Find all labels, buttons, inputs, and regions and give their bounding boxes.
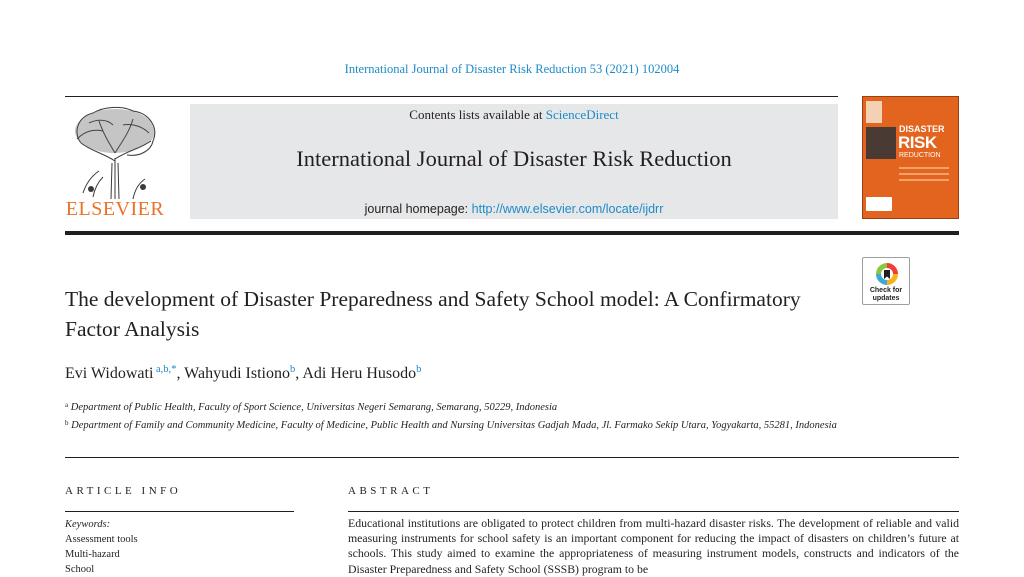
contents-line — [190, 107, 838, 123]
cover-emblem — [866, 101, 882, 123]
abstract-divider — [348, 511, 959, 512]
affiliation-item — [65, 416, 925, 434]
author-list: Evi Widowati $^{a,b,*}$, Wahyudi Istiono$^b$, Adi Heru Husodo$^b$ — [65, 364, 422, 382]
affiliation-label: a — [65, 401, 69, 409]
author-name[interactable]: Adi Heru Husodo — [302, 365, 417, 382]
affiliation-text: Department of Public Health, Faculty of Sport Science, Universitas Negeri Semarang, Semarang, 50229, Indonesia — [70, 402, 558, 413]
check-updates-line2: updates — [872, 295, 900, 302]
keyword-item: Assessment tools — [65, 534, 138, 545]
affiliation-mark[interactable]: a,b, — [156, 364, 172, 375]
affiliation-label: b — [65, 418, 69, 427]
author-affiliation-marks[interactable] — [153, 364, 176, 375]
cover-photo — [866, 127, 896, 159]
sciencedirect-link[interactable]: ScienceDirect — [545, 107, 619, 122]
header-thick-divider — [65, 231, 959, 235]
elsevier-tree-icon — [63, 103, 167, 201]
homepage-line — [190, 202, 838, 216]
author-affiliation-marks[interactable]: b — [289, 364, 296, 375]
contents-label: Contents lists available at — [409, 107, 546, 122]
keyword-item: Multi-hazard — [65, 549, 120, 560]
cover-publisher-strip — [866, 197, 892, 211]
journal-citation[interactable]: International Journal of Disaster Risk Reduction 53 (2021) 102004 — [344, 62, 680, 76]
author-name[interactable]: Evi Widowati — [65, 365, 154, 382]
cover-title-line3: REDUCTION — [899, 152, 941, 159]
article-title: The development of Disaster Preparedness and Safety School model: A Confirmatory Factor Analysis — [65, 287, 801, 341]
crossmark-icon — [874, 261, 900, 287]
author-affiliation-marks[interactable]: b — [416, 364, 422, 375]
article-info-divider — [65, 511, 294, 512]
journal-name: International Journal of Disaster Risk Reduction — [296, 146, 732, 171]
check-updates-label — [863, 287, 909, 303]
corresponding-author-mark[interactable]: * — [171, 364, 177, 375]
homepage-label: journal homepage: — [364, 202, 472, 216]
journal-masthead — [190, 104, 838, 219]
abstract-body: Educational institutions are obligated to protect children from multi-hazard disaster risks. The development of reliable and valid measuring instruments for school safety is an important component for reducing the impact of disasters on children’s future at schools. This study aimed to examine the appropriateness of measuring instrument models, constructs and indicators of the Disaster Preparedness and Safety School (SSSB) program to be — [348, 516, 959, 576]
affiliation-item — [65, 398, 925, 416]
section-divider — [65, 457, 959, 458]
journal-cover-thumbnail[interactable] — [862, 96, 959, 219]
affiliations — [65, 398, 925, 433]
check-for-updates-badge[interactable] — [862, 257, 910, 305]
elsevier-wordmark: ELSEVIER — [65, 198, 165, 220]
journal-homepage-link[interactable]: http://www.elsevier.com/locate/ijdrr — [471, 202, 664, 216]
affiliation-text: Department of Family and Community Medicine, Faculty of Medicine, Public Health and Nursing Universitas Gadjah Mada, Jl. Farmako Sekip Utara, Yogyakarta, 55281, Indonesia — [71, 419, 837, 431]
elsevier-logo[interactable] — [63, 103, 167, 221]
keyword-item: School — [65, 564, 95, 575]
article-info-heading: ARTICLE INFO — [65, 485, 182, 497]
author-name[interactable]: Wahyudi Istiono — [184, 365, 290, 382]
cover-title-line2: RISK — [898, 133, 937, 152]
cover-text-lines — [899, 167, 949, 185]
keywords-label: Keywords: — [65, 519, 111, 530]
header-divider — [65, 96, 838, 97]
cover-title-line1: DISASTER — [899, 124, 945, 134]
keywords-block — [65, 517, 138, 577]
abstract-heading: ABSTRACT — [348, 485, 434, 497]
check-updates-line1: Check for — [869, 287, 903, 294]
